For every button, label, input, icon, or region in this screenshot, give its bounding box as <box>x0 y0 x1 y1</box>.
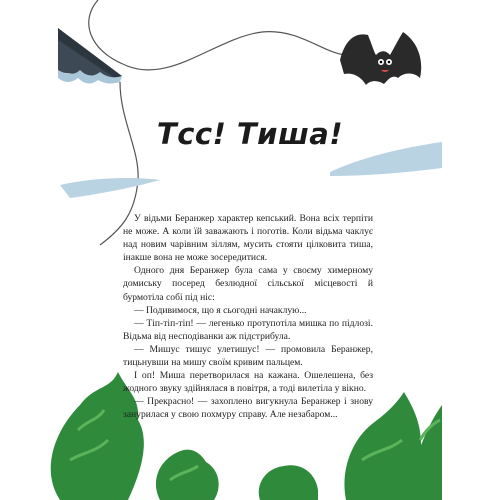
bat-icon <box>340 32 421 85</box>
roof-icon <box>58 28 122 84</box>
paragraph: Одного дня Беранжер була сама у своєму химерному домиську посеред безлюдної сільської місцевості й бурмотіла собі під ніс: <box>123 265 373 303</box>
paragraph: — Прекрасно! — захоплено вигукнула Беранжер і знову занурилася у свою похмуру справу. Але незабаром... <box>123 396 373 421</box>
page-title: Тсс! Тиша! <box>156 117 344 151</box>
paragraph: У відьми Беранжер характер кепський. Вона всіх терпіти не може. А коли їй заважають і поготів. Коли відьма чаклує над новим чарівним зіллям, мусить стояти цілковита тиша, інакше вона не може зосередитися. <box>123 213 373 264</box>
paragraph: І оп! Миша перетворилася на кажана. Ошелешена, без жодного звуку здійнялася в повітря, а тоді вилетіла у вікно. <box>123 370 373 395</box>
paragraph: — Мишус тишус улетишус! — промовила Беранжер, тицьнувши на мишу своїм кривим пальцем. <box>123 343 373 369</box>
paragraph: — Тіп-тіп-тіп! — легенько протупотіла мишка по підлозі. Відьма від несподіванки аж підстрибула. <box>123 317 373 342</box>
paragraph: — Подивимося, що я сьогодні начаклую... <box>134 304 307 316</box>
story-text <box>123 212 373 422</box>
